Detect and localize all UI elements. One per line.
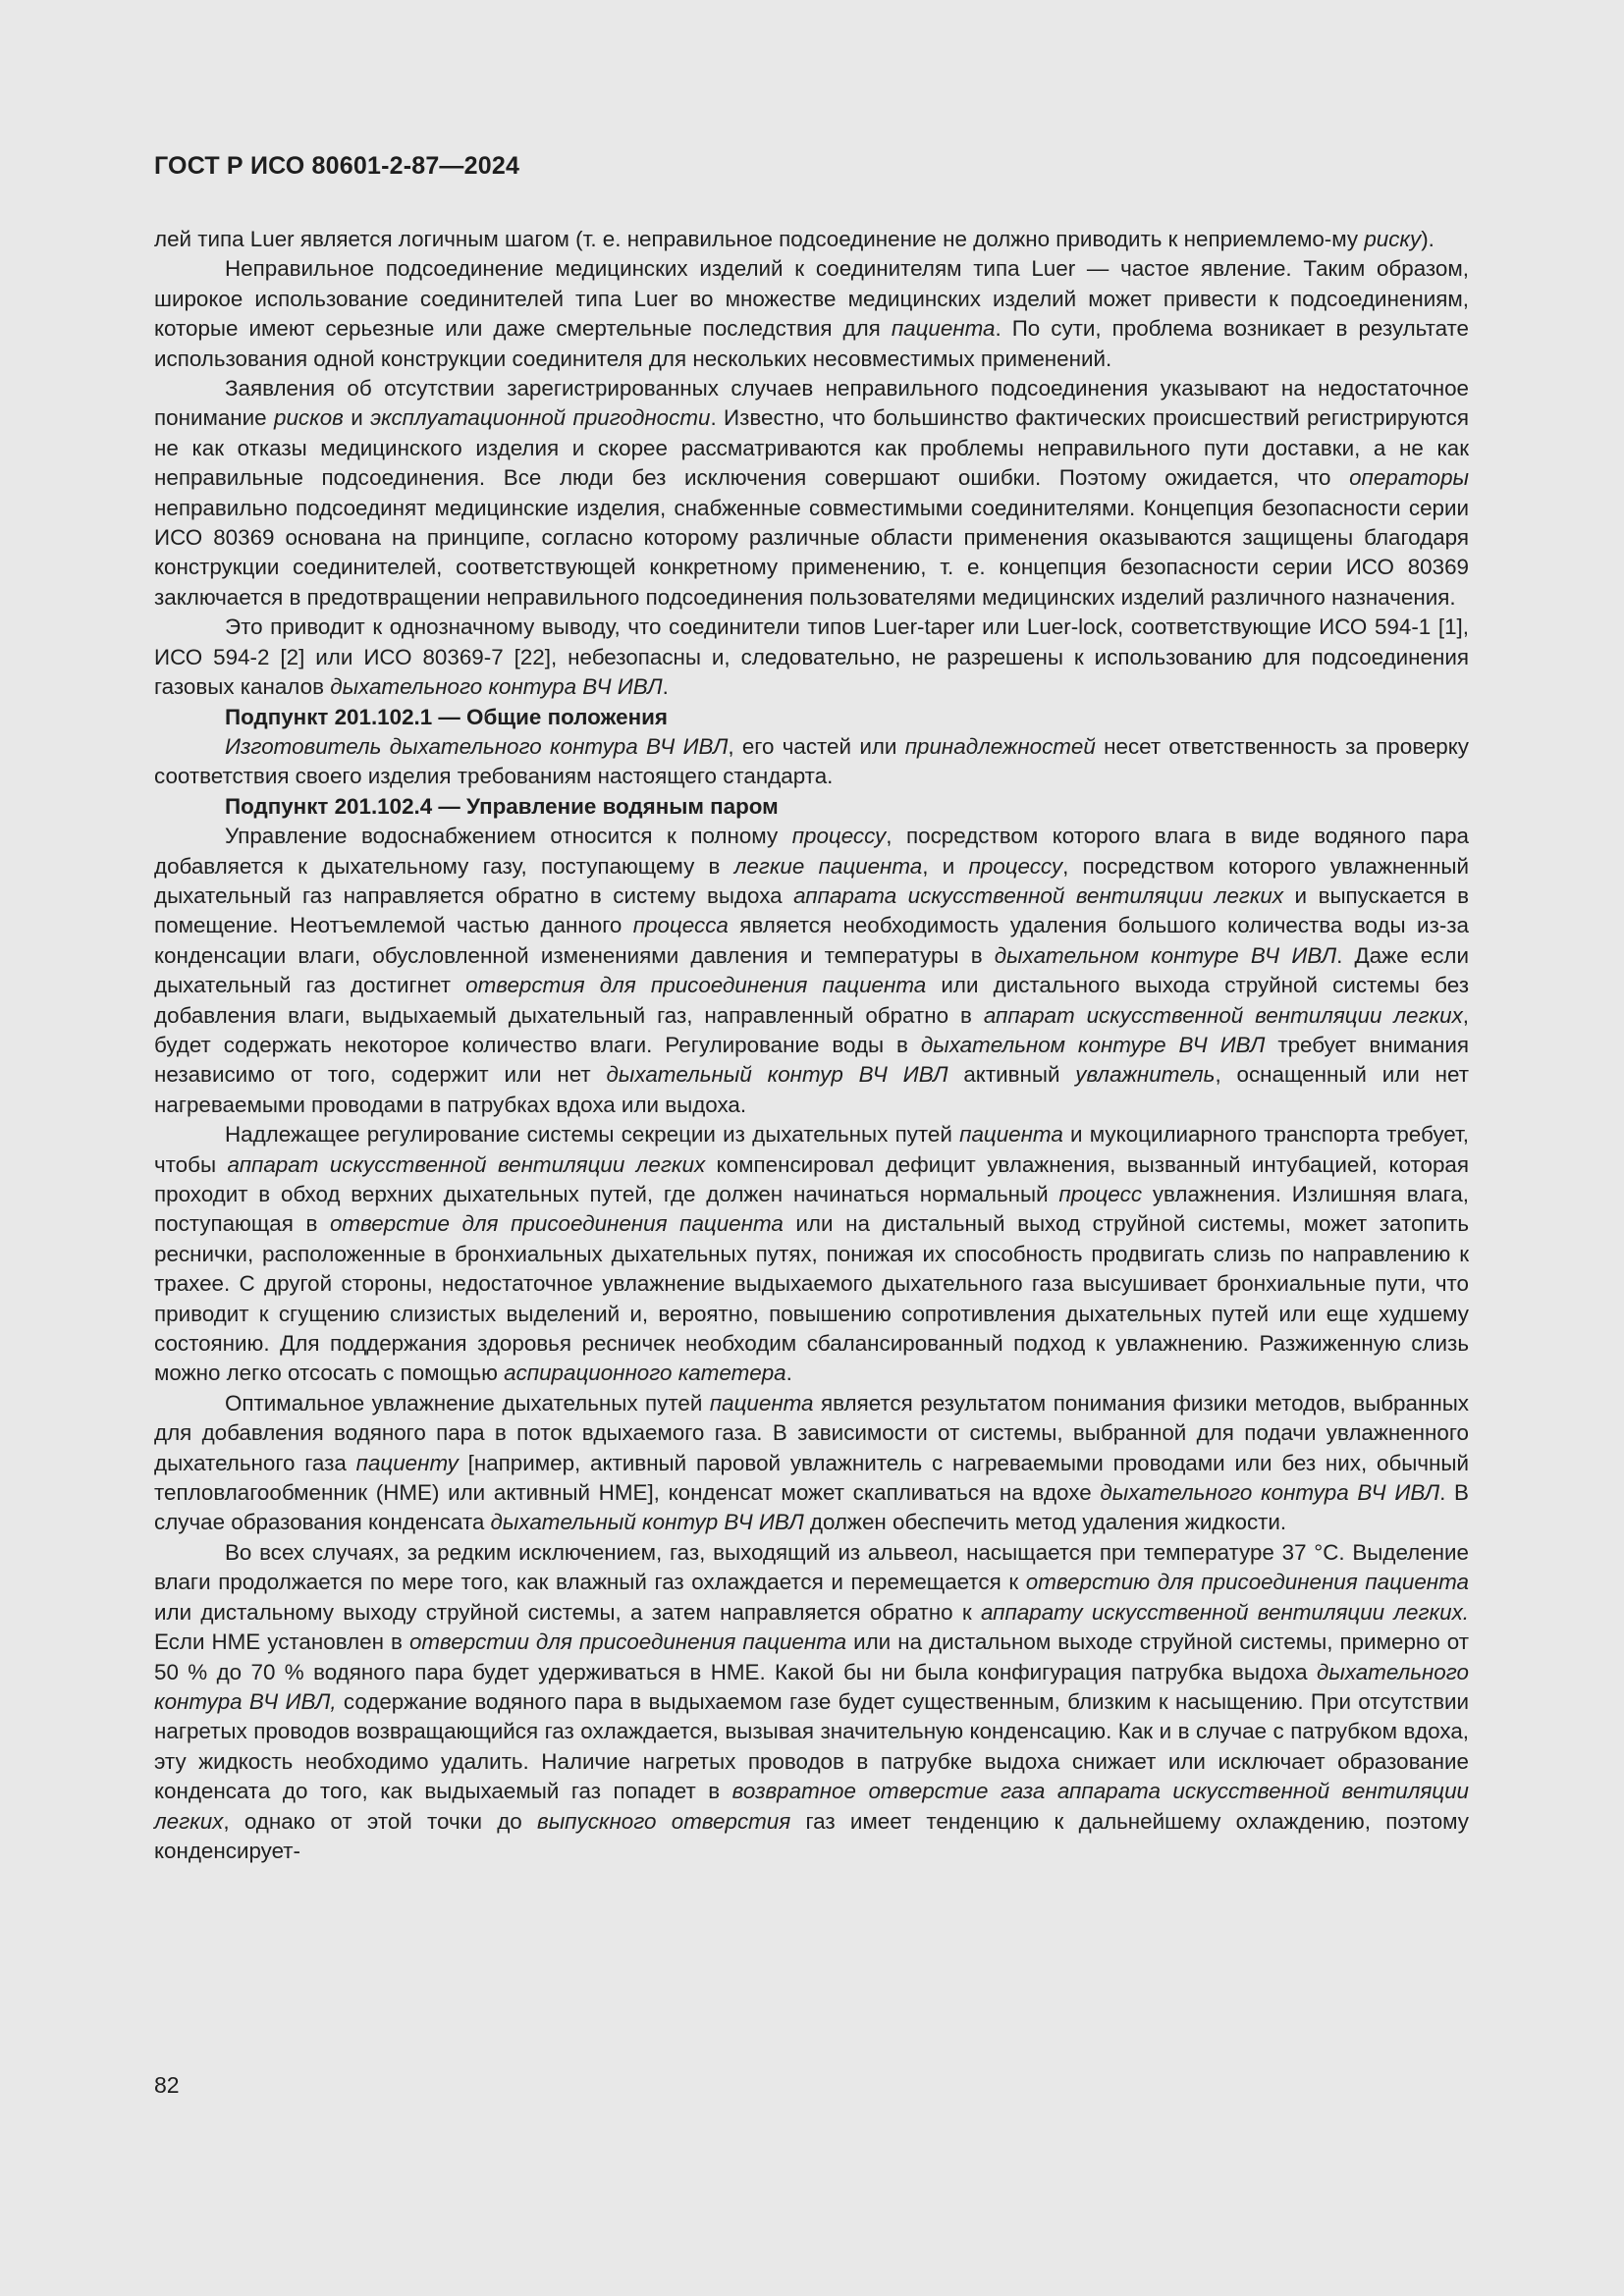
text-run: лей типа Luer является логичным шагом (т. е. неправильное подсоединение не должно приводить к неприемлемо-му bbox=[154, 227, 1365, 251]
text-run: . В случае образования конденсата bbox=[154, 1480, 1469, 1535]
italic-term: аппарату искусственной вентиляции легких. bbox=[980, 1599, 1469, 1625]
italic-term: отверстию для присоединения пациента bbox=[1025, 1570, 1469, 1595]
text-run: , и bbox=[922, 853, 969, 879]
italic-term: принадлежностей bbox=[904, 733, 1096, 759]
subclause-heading bbox=[154, 792, 1469, 822]
text-run: Надлежащее регулирование системы секреции из дыхательных путей bbox=[225, 1122, 960, 1148]
italic-term: отверстии для присоединения пациента bbox=[408, 1629, 847, 1655]
paragraph bbox=[154, 822, 1469, 1120]
paragraph bbox=[154, 1389, 1469, 1538]
text-run: Подпункт 201.102.1 — Общие положения bbox=[225, 704, 668, 729]
text-run: несет ответственность за проверку соответствия своего изделия требованиям настоящего стандарта. bbox=[154, 733, 1469, 789]
subclause-heading bbox=[154, 703, 1469, 732]
text-run: Если HME установлен в bbox=[154, 1629, 409, 1655]
text-run: Это приводит к однозначному выводу, что соединители типов Luer-taper или Luer-lock, соответствующие ИСО 594-1 [1], ИСО 594-2 [2] или ИСО 80369-7 [22], небезопасны и, следовательно, не разрешены к использованию для подсоединения газовых каналов bbox=[154, 614, 1469, 700]
italic-term: возвратное отверстие газа аппарата искусственной вентиляции легких bbox=[154, 1779, 1469, 1834]
italic-term: аппарата искусственной вентиляции легких bbox=[793, 882, 1284, 908]
italic-term: эксплуатационной пригодности bbox=[370, 405, 711, 431]
text-run: Оптимальное увлажнение дыхательных путей bbox=[225, 1390, 710, 1415]
text-run: содержание водяного пара в выдыхаемом газе будет существенным, близким к насыщению. При отсутствии нагретых проводов возвращающийся газ охлаждается, вызывая значительную конденсацию. Как и в случае с патрубком вдоха, эту жидкость необходимо удалить. Наличие нагретых проводов в патрубке выдоха снижает или исключает образование конденсата до того, как выдыхаемый газ попадет в bbox=[154, 1688, 1469, 1804]
text-run: Управление водоснабжением относится к полному bbox=[225, 824, 792, 849]
text-run: Заявления об отсутствии зарегистрированных случаев неправильного подсоединения указывают на недостаточное понимание bbox=[154, 376, 1469, 431]
text-run: , посредством которого влага в виде водяного пара добавляется к дыхательному газу, поступающему в bbox=[154, 824, 1469, 879]
italic-term: процессу bbox=[968, 853, 1063, 879]
italic-term: пациента bbox=[959, 1122, 1063, 1148]
text-run: или на дистальном выходе струйной системы, примерно от 50 % до 70 % водяного пара будет удерживаться в HME. Какой бы ни была конфигурация патрубка выдоха bbox=[154, 1629, 1469, 1684]
italic-term: дыхательный контур ВЧ ИВЛ bbox=[490, 1510, 804, 1535]
italic-term: дыхательном контуре ВЧ ИВЛ bbox=[920, 1032, 1266, 1057]
text-run: требует внимания независимо от того, содержит или нет bbox=[154, 1032, 1470, 1088]
italic-term: дыхательного контура ВЧ ИВЛ bbox=[1100, 1480, 1440, 1506]
text-run: Неправильное подсоединение медицинских изделий к соединителям типа Luer — частое явление. Таким образом, широкое использование соединителей типа Luer во множестве медицинских изделий может привести к подсоединениям, которые имеют серьезные или даже смертельные последствия для bbox=[154, 256, 1469, 342]
italic-term: легкие пациента bbox=[733, 853, 923, 879]
italic-term: отверстия для присоединения пациента bbox=[465, 973, 927, 998]
text-run: [например, активный паровой увлажнитель с нагреваемыми проводами или без них, обычный тепловлагообменник (HME) или активный HME], конденсат может скапливаться на вдохе bbox=[154, 1450, 1469, 1506]
italic-term: рисков bbox=[274, 405, 344, 431]
document-header: ГОСТ Р ИСО 80601-2-87—2024 bbox=[154, 152, 520, 180]
italic-term: процесс bbox=[1058, 1182, 1143, 1206]
paragraph bbox=[154, 225, 1469, 254]
text-run: , оснащенный или нет нагреваемыми проводами в патрубках вдоха или выдоха. bbox=[154, 1062, 1470, 1117]
text-run: . bbox=[662, 674, 669, 700]
text-run: Во всех случаях, за редким исключением, газ, выходящий из альвеол, насыщается при температуре 37 °C. Выделение влаги продолжается по мере того, как влажный газ охлаждается и перемещается к bbox=[154, 1539, 1469, 1595]
paragraph bbox=[154, 254, 1469, 374]
paragraph bbox=[154, 1538, 1469, 1866]
italic-term: увлажнитель bbox=[1075, 1062, 1216, 1088]
text-run: неправильно подсоединят медицинские изделия, снабженные совместимыми соединителями. Концепция безопасности серии ИСО 80369 основана на принципе, согласно которому различные области применения оказываются защищены благодаря конструкции соединителей, соответствующей конкретному применению, т. е. концепция безопасности серии ИСО 80369 заключается в предотвращении неправильного подсоединения пользователями медицинских изделий различного назначения. bbox=[154, 495, 1469, 610]
italic-term: пациента bbox=[891, 316, 996, 342]
italic-term: процесса bbox=[632, 913, 729, 938]
text-run: или дистального выхода струйной системы без добавления влаги, выдыхаемый дыхательный газ, направленный обратно в bbox=[154, 973, 1469, 1028]
italic-term: дыхательного контура ВЧ ИВЛ bbox=[330, 674, 663, 700]
italic-term: Изготовитель дыхательного контура ВЧ ИВЛ bbox=[225, 733, 729, 759]
text-run: . Известно, что большинство фактических происшествий регистрируются не как отказы медицинского изделия и скорее рассматриваются как проблемы неправильного пути доставки, а не как неправильные подсоединения. Все люди без исключения совершают ошибки. Поэтому ожидается, что bbox=[154, 405, 1469, 491]
italic-term: риску bbox=[1364, 227, 1422, 251]
italic-term: аппарат искусственной вентиляции легких bbox=[983, 1002, 1463, 1028]
text-run: и bbox=[343, 405, 371, 431]
text-run: Подпункт 201.102.4 — Управление водяным паром bbox=[225, 793, 779, 819]
text-run: и мукоцилиарного транспорта требует, чтобы bbox=[154, 1122, 1469, 1177]
text-run: ). bbox=[1421, 227, 1435, 251]
text-run: . Даже если дыхательный газ достигнет bbox=[154, 942, 1469, 998]
text-run: , однако от этой точки до bbox=[223, 1808, 538, 1834]
italic-term: аспирационного катетера bbox=[504, 1361, 786, 1386]
paragraph bbox=[154, 732, 1469, 792]
text-run: увлажнения. Излишняя влага, поступающая в bbox=[154, 1182, 1469, 1237]
text-run: активный bbox=[947, 1062, 1076, 1088]
text-run: должен обеспечить метод удаления жидкости. bbox=[803, 1510, 1287, 1535]
italic-term: выпускного отверстия bbox=[537, 1808, 791, 1834]
text-run: и выпускается в помещение. Неотъемлемой частью данного bbox=[154, 882, 1469, 938]
paragraph bbox=[154, 1120, 1469, 1389]
body-text bbox=[154, 225, 1469, 1866]
text-run: или дистальному выходу струйной системы, а затем направляется обратно к bbox=[154, 1599, 981, 1625]
text-run: или на дистальный выход струйной системы, может затопить реснички, расположенные в бронхиальных дыхательных путях, понижая их способность продвигать слизь по направлению к трахее. С другой стороны, недостаточное увлажнение выдыхаемого дыхательного газа высушивает бронхиальные пути, что приводит к сгущению слизистых выделений и, вероятно, повышению сопротивления дыхательных путей или еще худшему состоянию. Для поддержания здоровья ресничек необходим сбалансированный подход к увлажнению. Разжиженную слизь можно легко отсосать с помощью bbox=[154, 1211, 1469, 1386]
text-run: газ имеет тенденцию к дальнейшему охлаждению, поэтому конденсирует- bbox=[154, 1808, 1470, 1863]
italic-term: дыхательный контур ВЧ ИВЛ bbox=[606, 1062, 948, 1088]
paragraph bbox=[154, 374, 1469, 613]
page-number: 82 bbox=[154, 2072, 180, 2098]
italic-term: аппарат искусственной вентиляции легких bbox=[227, 1151, 706, 1177]
text-run: , будет содержать некоторое количество влаги. Регулирование воды в bbox=[154, 1002, 1469, 1057]
italic-term: операторы bbox=[1349, 465, 1469, 491]
text-run: компенсировал дефицит увлажнения, вызванный интубацией, которая проходит в обход верхних дыхательных путей, где должен начинаться нормальный bbox=[154, 1151, 1469, 1206]
text-run: . По сути, проблема возникает в результате использования одной конструкции соединителя для нескольких несовместимых применений. bbox=[154, 316, 1469, 371]
paragraph bbox=[154, 613, 1469, 702]
text-run: является результатом понимания физики методов, выбранных для добавления водяного пара в поток вдыхаемого газа. В зависимости от системы, выбранной для подачи увлажненного дыхательного газа bbox=[154, 1390, 1469, 1475]
text-run: . bbox=[785, 1361, 792, 1386]
text-run: , посредством которого увлажненный дыхательный газ направляется обратно в систему выдоха bbox=[154, 853, 1470, 908]
italic-term: дыхательном контуре ВЧ ИВЛ bbox=[994, 942, 1337, 968]
italic-term: процессу bbox=[791, 824, 887, 849]
italic-term: пациенту bbox=[355, 1450, 459, 1475]
italic-term: дыхательного контура ВЧ ИВЛ, bbox=[154, 1659, 1469, 1714]
text-run: , его частей или bbox=[728, 733, 905, 759]
italic-term: отверстие для присоединения пациента bbox=[329, 1211, 784, 1237]
italic-term: пациента bbox=[709, 1390, 814, 1415]
text-run: является необходимость удаления большого количества воды из-за конденсации влаги, обусловленной изменениями давления и температуры в bbox=[154, 913, 1469, 968]
